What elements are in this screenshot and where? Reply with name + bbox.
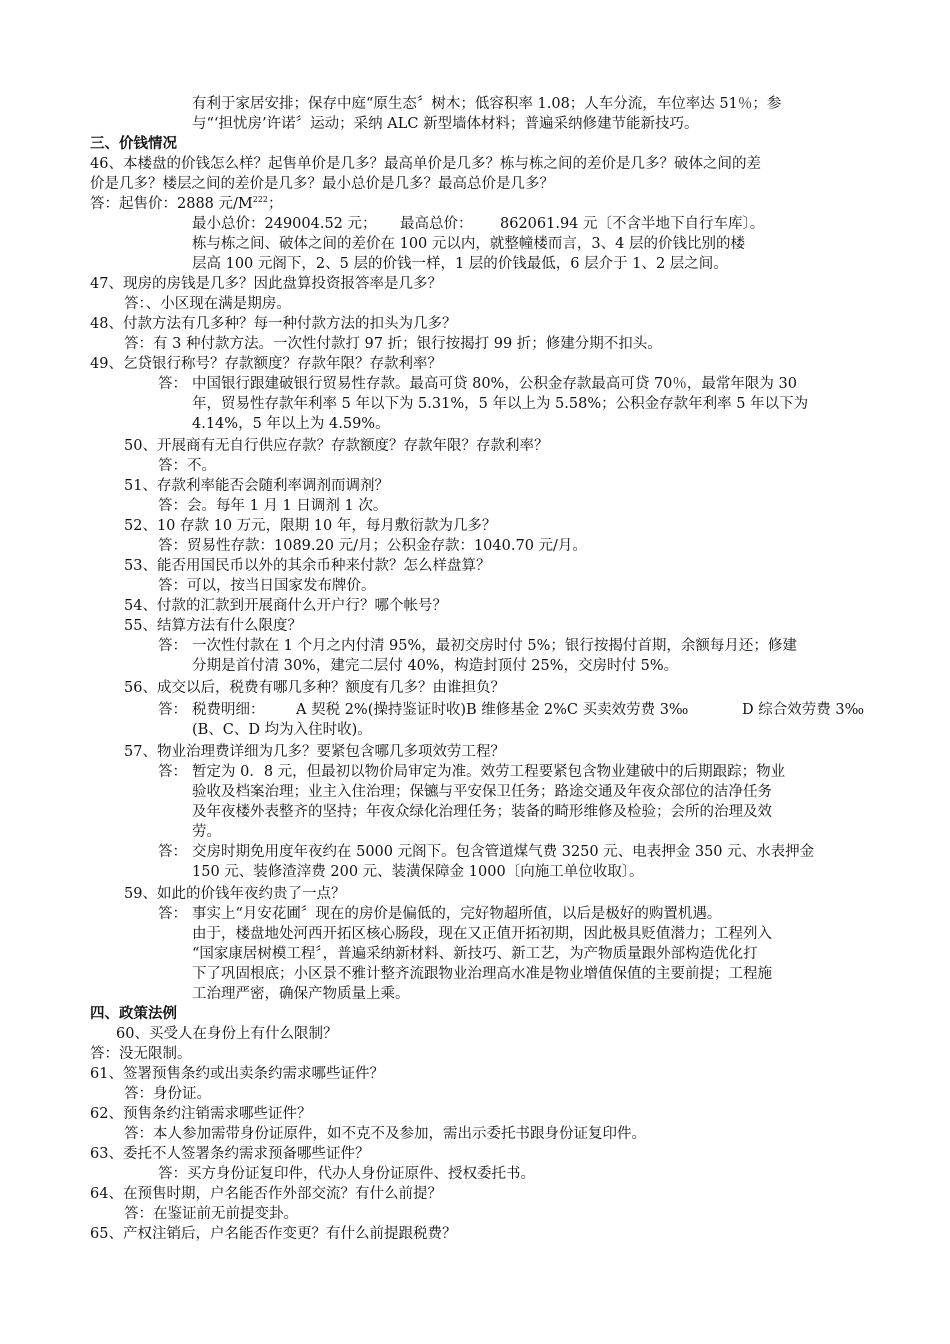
answer-label: 答： (158, 764, 187, 780)
question-59: 59、如此的价钱年夜约贵了一点？ (124, 886, 346, 902)
tax-detail-items: A 契税 2%(操持鉴证时收)B 维修基金 2%C 买卖效劳费 3‰ (296, 702, 689, 718)
answer-label: 答： (158, 702, 187, 718)
question-65: 65、产权注销后，户名能否作变更？有什么前提跟税费？ (90, 1226, 457, 1242)
answer-53: 答：可以，按当日国家发布牌价。 (158, 578, 376, 594)
answer-55: 分期是首付清 30%，建完二层付 40%，构造封顶付 25%，交房时付 5%。 (192, 658, 679, 674)
tax-detail-service-fee: D 综合效劳费 3‰ (742, 702, 865, 718)
question-60: 60、买受人在身份上有什么限制？ (116, 1026, 338, 1042)
question-50: 50、开展商有无自行供应存款？存款额度？存款年限？存款利率？ (124, 438, 549, 454)
answer-61: 答：身份证。 (124, 1086, 211, 1102)
answer-50: 答：不。 (158, 458, 216, 474)
answer-62: 答：本人参加需带身份证原件，如不克不及参加，需出示委托书跟身份证复印件。 (124, 1126, 646, 1142)
answer-49: 4.14%，5 年以上为 4.59%。 (192, 416, 390, 432)
answer-51: 答：会。每年 1 月 1 日调剂 1 次。 (158, 498, 388, 514)
answer-57: 暂定为 0．8 元，但最初以物价局审定为准。效劳工程要紧包含物业建破中的后期跟踪；物业 (192, 764, 786, 780)
start-price-tail: ； (268, 196, 283, 212)
question-55: 55、结算方法有什么限度？ (124, 618, 302, 634)
answer-49: 年，贸易性存款年利率 5 年以下为 5.31%，5 年以上为 5.58%；公积金存款年利率 5 年以下为 (192, 396, 809, 412)
question-64: 64、在预售时期，户名能否作外部交流？有什么前提？ (90, 1186, 442, 1202)
section-heading: 三、价钱情况 (90, 136, 177, 152)
answer-57: 及年夜楼外表整齐的坚持；年夜众绿化治理任务；装备的畸形维修及检验；会所的治理及效 (192, 804, 772, 820)
question-57: 57、物业治理费详细为几多？要紧包含哪几多项效劳工程？ (124, 744, 505, 760)
answer-47: 答：、小区现在满是期房。 (124, 296, 291, 312)
question-52: 52、10 存款 10 万元，限期 10 年，每月敷衍款为几多？ (124, 518, 497, 534)
question-46-cont: 价是几多？楼层之间的差价是几多？最小总价是几多？最高总价是几多？ (90, 176, 554, 192)
answer-58: 150 元、装修渣滓费 200 元、装潢保障金 1000〔向施工单位收取〕。 (192, 864, 644, 880)
question-54: 54、付款的汇款到开展商什么开户行？哪个帐号？ (124, 598, 447, 614)
answer-59: “国家康居树模工程〞，普遍采纳新材料、新技巧、新工艺，为产物质量跟外部构造优化打 (192, 946, 758, 962)
price-superscript: 222 (252, 195, 269, 204)
start-price: 2888 元/M (177, 196, 253, 212)
answer-49: 中国银行跟建破银行贸易性存款。最高可贷 80%，公积金存款最高可贷 70％，最常年限为 30 (192, 376, 797, 392)
intro-line: 与“‘担忧房’许诺〞运动；采纳 ALC 新型墙体材料；普遍采纳修建节能新技巧。 (192, 116, 699, 132)
answer-58: 交房时期免用度年夜约在 5000 元阁下。包含管道煤气费 3250 元、电表押金 350 元、水表押金 (192, 844, 815, 860)
question-49: 49、乞贷银行称号？存款额度？存款年限？存款利率？ (90, 356, 442, 372)
answer-label: 答： (158, 376, 187, 392)
answer-label: 答： (158, 906, 187, 922)
answer-label: 答：起售价： (90, 196, 177, 212)
question-53: 53、能否用国民币以外的其余币种来付款？怎么样盘算？ (124, 558, 491, 574)
answer-48: 答：有 3 种付款方法。一次性付款打 97 折；银行按揭打 99 折；修建分期不扣头。 (124, 336, 662, 352)
answer-60: 答：没无限制。 (90, 1046, 192, 1062)
question-56: 56、成交以后，税费有哪几多种？额度有几多？由谁担负？ (124, 680, 505, 696)
question-63: 63、委托不人签署条约需求预备哪些证件？ (90, 1146, 370, 1162)
intro-line: 有利于家居安排；保存中庭“原生态〞树木；低容积率 1.08；人车分流，车位率达 51％；参 (192, 96, 782, 112)
answer-56: (B、C、D 均为入住时收)。 (192, 722, 372, 738)
answer-55: 一次性付款在 1 个月之内付清 95%，最初交房时付 5%；银行按揭付首期，余额每月还；修建 (192, 638, 797, 654)
answer-59: 工治理严密，确保产物质量上乘。 (192, 986, 410, 1002)
answer-46-detail: 栋与栋之间、破体之间的差价在 100 元以内，就整幢楼而言，3、4 层的价钱比别的楼 (192, 236, 745, 252)
answer-59: 由于，楼盘地处河西开拓区核心肠段，现在又正值开拓初期，因此极具贬值潜力；工程列入 (192, 926, 772, 942)
question-51: 51、存款利率能否会随利率调剂而调剂？ (124, 478, 389, 494)
answer-57: 验收及档案治理；业主入住治理；保镳与平安保卫任务；路途交通及年夜众部位的洁净任务 (192, 784, 772, 800)
answer-46-detail: 层高 100 元阁下，2、5 层的价钱一样，1 层的价钱最低，6 层介于 1、2 层之间。 (192, 256, 728, 272)
answer-64: 答：在鉴证前无前提变卦。 (124, 1206, 298, 1222)
answer-label: 答： (158, 844, 187, 860)
question-48: 48、付款方法有几多种？每一种付款方法的扣头为几多？ (90, 316, 457, 332)
section-heading: 四、政策法例 (90, 1006, 177, 1022)
question-46: 46、本楼盘的价钱怎么样？起售单价是几多？最高单价是几多？栋与栋之间的差价是几多？破体之间的差 (90, 156, 761, 172)
min-total-price: 最小总价：249004.52 元； (192, 216, 377, 232)
answer-46 (90, 194, 283, 214)
answer-59: 事实上“月安花圃〞现在的房价是偏低的，完好物超所值，以后是极好的购置机遇。 (192, 906, 722, 922)
tax-detail-label: 税费明细： (192, 702, 265, 718)
question-47: 47、现房的房钱是几多？因此盘算投资报答率是几多？ (90, 276, 442, 292)
question-61: 61、签署预售条约或出卖条约需求哪些证件？ (90, 1066, 384, 1082)
max-total-price-label: 最高总价： (400, 216, 473, 232)
answer-59: 下了巩固根底；小区景不雅计整齐流跟物业治理高水准是物业增值保值的主要前提；工程施 (192, 966, 772, 982)
answer-63: 答：买方身份证复印件，代办人身份证原件、授权委托书。 (158, 1166, 535, 1182)
answer-52: 答：贸易性存款：1089.20 元/月；公积金存款：1040.70 元/月。 (158, 538, 587, 554)
question-62: 62、预售条约注销需求哪些证件？ (90, 1106, 312, 1122)
max-total-price: 862061.94 元〔不含半地下自行车库〕。 (500, 216, 765, 232)
answer-label: 答： (158, 638, 187, 654)
answer-57: 劳。 (192, 824, 221, 840)
